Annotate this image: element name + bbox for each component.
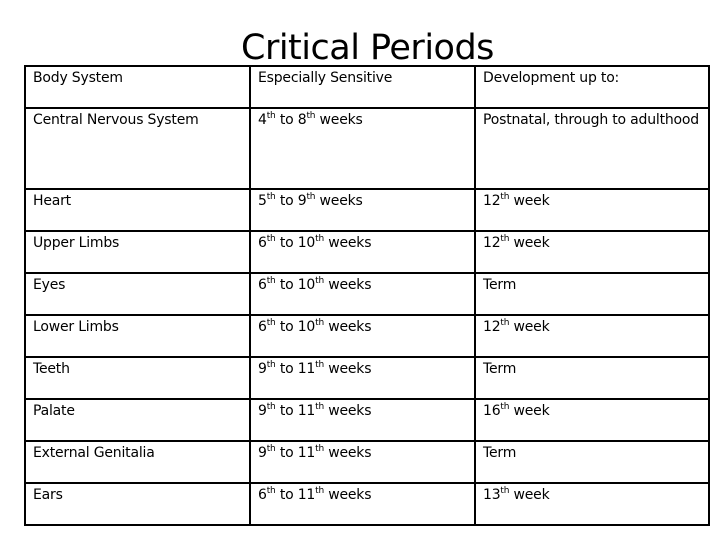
cell-especially-sensitive: [250, 399, 475, 441]
system-text: Palate: [33, 403, 75, 419]
end-week: 10: [297, 277, 316, 293]
end-week: 11: [297, 403, 316, 419]
system-text: Teeth: [33, 361, 70, 377]
start-week-ordinal: th: [266, 318, 276, 328]
start-week-ordinal: th: [266, 486, 276, 496]
range-connector: to: [275, 487, 298, 503]
development-week: 12: [483, 319, 501, 335]
range-connector: to: [275, 361, 298, 377]
range-connector: to: [275, 235, 298, 251]
start-week: 9: [258, 445, 267, 461]
system-text: Upper Limbs: [33, 235, 120, 251]
end-week-ordinal: th: [315, 402, 324, 412]
table-row: [25, 315, 709, 357]
table-header-row: [25, 66, 709, 108]
cell-development-up-to: [475, 108, 709, 189]
system-text: Eyes: [33, 277, 66, 293]
start-week: 6: [258, 277, 267, 293]
range-connector: to: [275, 193, 298, 209]
end-week: 11: [297, 445, 316, 461]
weeks-label: weeks: [323, 277, 372, 293]
end-week-ordinal: th: [315, 486, 324, 496]
table-row: [25, 273, 709, 315]
development-week: 13: [483, 487, 501, 503]
header-body-system: Body System: [25, 66, 250, 108]
page-title: Critical Periods: [241, 28, 494, 68]
end-week-ordinal: th: [315, 276, 324, 286]
development-week-ordinal: th: [500, 234, 510, 244]
weeks-label: weeks: [323, 403, 372, 419]
cell-especially-sensitive: [250, 441, 475, 483]
cell-body-system: [25, 273, 250, 315]
cell-especially-sensitive: [250, 315, 475, 357]
cell-development-up-to: [475, 357, 709, 399]
cell-body-system: [25, 357, 250, 399]
cell-especially-sensitive: [250, 231, 475, 273]
end-week: 11: [297, 487, 316, 503]
system-text: Heart: [33, 193, 71, 209]
cell-development-up-to: [475, 189, 709, 231]
cell-development-up-to: [475, 441, 709, 483]
system-text: Central Nervous System: [33, 112, 199, 128]
start-week: 5: [258, 193, 267, 209]
table-row: [25, 108, 709, 189]
development-text: week: [509, 319, 550, 335]
cell-development-up-to: [475, 231, 709, 273]
cell-body-system: [25, 399, 250, 441]
end-week: 10: [297, 319, 316, 335]
start-week: 9: [258, 403, 267, 419]
development-week: 12: [483, 235, 501, 251]
weeks-label: weeks: [323, 487, 372, 503]
start-week-ordinal: th: [266, 111, 276, 121]
start-week: 6: [258, 319, 267, 335]
development-week: 16: [483, 403, 501, 419]
start-week: 9: [258, 361, 267, 377]
development-text: Postnatal, through to adulthood: [483, 112, 699, 128]
weeks-label: weeks: [323, 361, 372, 377]
weeks-label: weeks: [323, 319, 372, 335]
range-connector: to: [275, 445, 298, 461]
table-row: [25, 357, 709, 399]
cell-development-up-to: [475, 315, 709, 357]
cell-especially-sensitive: [250, 483, 475, 525]
development-text: Term: [483, 361, 517, 377]
table-row: [25, 399, 709, 441]
cell-body-system: [25, 189, 250, 231]
table-row: [25, 189, 709, 231]
end-week: 10: [297, 235, 316, 251]
development-week-ordinal: th: [500, 318, 510, 328]
cell-body-system: [25, 108, 250, 189]
end-week-ordinal: th: [315, 360, 324, 370]
development-text: week: [509, 403, 550, 419]
weeks-label: weeks: [323, 445, 372, 461]
development-week-ordinal: th: [500, 192, 510, 202]
development-week-ordinal: th: [500, 402, 510, 412]
system-text: External Genitalia: [33, 445, 155, 461]
start-week-ordinal: th: [266, 234, 276, 244]
start-week: 6: [258, 487, 267, 503]
cell-especially-sensitive: [250, 189, 475, 231]
header-development-up-to: Development up to:: [475, 66, 709, 108]
cell-body-system: [25, 441, 250, 483]
development-week-ordinal: th: [500, 486, 510, 496]
cell-body-system: [25, 231, 250, 273]
end-week-ordinal: th: [306, 111, 316, 121]
start-week: 4: [258, 112, 267, 128]
table-row: [25, 483, 709, 525]
cell-development-up-to: [475, 399, 709, 441]
start-week-ordinal: th: [266, 192, 276, 202]
development-text: week: [509, 487, 550, 503]
system-text: Ears: [33, 487, 63, 503]
cell-especially-sensitive: [250, 273, 475, 315]
range-connector: to: [275, 277, 298, 293]
weeks-label: weeks: [315, 112, 363, 128]
end-week-ordinal: th: [315, 318, 324, 328]
header-especially-sensitive: Especially Sensitive: [250, 66, 475, 108]
development-text: Term: [483, 445, 517, 461]
cell-development-up-to: [475, 483, 709, 525]
development-text: week: [509, 193, 550, 209]
end-week: 9: [297, 193, 307, 209]
range-connector: to: [275, 403, 298, 419]
development-text: Term: [483, 277, 517, 293]
development-text: week: [509, 235, 550, 251]
end-week: 8: [297, 112, 307, 128]
table-row: [25, 441, 709, 483]
weeks-label: weeks: [323, 235, 372, 251]
end-week-ordinal: th: [315, 234, 324, 244]
start-week-ordinal: th: [266, 360, 276, 370]
table-row: [25, 231, 709, 273]
cell-especially-sensitive: [250, 108, 475, 189]
cell-body-system: [25, 315, 250, 357]
system-text: Lower Limbs: [33, 319, 119, 335]
start-week: 6: [258, 235, 267, 251]
end-week-ordinal: th: [306, 192, 316, 202]
cell-development-up-to: [475, 273, 709, 315]
cell-especially-sensitive: [250, 357, 475, 399]
end-week-ordinal: th: [315, 444, 324, 454]
development-week: 12: [483, 193, 501, 209]
end-week: 11: [297, 361, 316, 377]
start-week-ordinal: th: [266, 276, 276, 286]
weeks-label: weeks: [315, 193, 363, 209]
start-week-ordinal: th: [266, 402, 276, 412]
critical-periods-table: [24, 65, 710, 526]
cell-body-system: [25, 483, 250, 525]
start-week-ordinal: th: [266, 444, 276, 454]
range-connector: to: [275, 319, 298, 335]
range-connector: to: [275, 112, 298, 128]
